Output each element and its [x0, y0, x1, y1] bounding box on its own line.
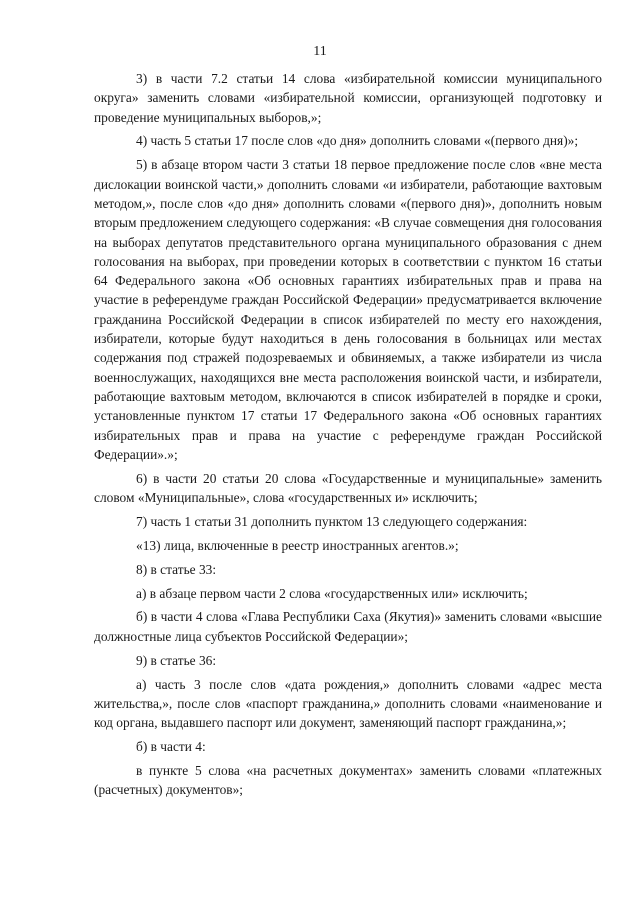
- document-body: [94, 69, 602, 804]
- page-number: 11: [313, 44, 327, 59]
- paragraph-quote-13: «13) лица, включенные в реестр иностранных агентов.»;: [136, 537, 459, 553]
- paragraph-item-4: 4) часть 5 статьи 17 после слов «до дня» дополнить словами «(первого дня)»;: [136, 133, 579, 149]
- paragraph-item-7: 7) часть 1 статьи 31 дополнить пунктом 13 следующего содержания:: [136, 513, 528, 529]
- paragraph-item-8: 8) в статье 33:: [136, 561, 217, 577]
- paragraph-point-5: в пункте 5 слова «на расчетных документах» заменить словами «платежных (расчетных) документов»;: [94, 762, 602, 798]
- paragraph-subitem-9b: б) в части 4:: [136, 739, 206, 755]
- paragraph-item-6: 6) в части 20 статьи 20 слова «Государственные и муниципальные» заменить словом «Муниципальные», слова «государственных и» исключить;: [94, 470, 602, 506]
- paragraph-item-5: 5) в абзаце втором части 3 статьи 18 первое предложение после слов «вне места дислокации воинской части,» дополнить словами «и избиратели, работающие вахтовым методом,», после слов «до дня» дополнить словами «(первого дня)», дополнить новым вторым предложением следующего содержания: «В случае совмещения дня голосования на выборах депутатов представительного органа муниципального образования с днем голосования на выборах, при проведении которых в соответствии с пунктом 16 статьи 64 Федерального закона «Об основных гарантиях избирательных прав и права на участие в референдуме граждан Российской Федерации» предусматривается включение гражданина Российской Федерации в список избирателей по месту его нахождения, избиратели, которые будут находиться в день голосования в больницах или местах содержания под стражей подозреваемых и обвиняемых, а также избиратели из числа военнослужащих, находящихся вне места расположения воинской части, и избиратели, работающие вахтовым методом, включаются в список избирателей в порядке и сроки, установленные пунктом 17 статьи 17 Федерального закона «Об основных гарантиях избирательных прав и права на участие с референдуме граждан Российской Федерации».»;: [94, 157, 602, 462]
- paragraph-item-3: 3) в части 7.2 статьи 14 слова «избирательной комиссии муниципального округа» заменить словами «избирательной комиссии, организующей подготовку и проведение муниципальных выборов,»;: [94, 71, 602, 125]
- paragraph-subitem-8a: а) в абзаце первом части 2 слова «государственных или» исключить;: [136, 585, 528, 601]
- paragraph-subitem-9a: а) часть 3 после слов «дата рождения,» дополнить словами «адрес места жительства,», после слов «паспорт гражданина,» дополнить словами «наименование и код органа, выдавшего паспорт или документ, заменяющий паспорт гражданина,»;: [94, 676, 602, 731]
- paragraph-item-9: 9) в статье 36:: [136, 652, 217, 668]
- paragraph-subitem-8b: б) в части 4 слова «Глава Республики Саха (Якутия)» заменить словами «высшие должностные лица субъектов Российской Федерации»;: [94, 609, 602, 644]
